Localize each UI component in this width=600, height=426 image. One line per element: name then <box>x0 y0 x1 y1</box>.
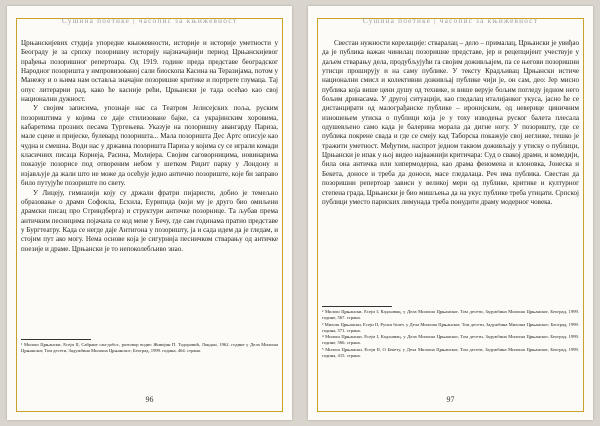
left-page <box>7 6 292 420</box>
paragraph: Црњанскијевих студија упоредне књижевности, историје и историје уметности у Београду је за српску позоришну историју најзначајнији период Црњанскијевог прађења позоришног репертоара. Од 1919. године преда представе београдског Народног позоришта у импровизованој сали биоскопа Касина на Теразијама, потом у Манежу и о њима нам оставља значајне позоришне критике и портрете глумаца. Тај опус литерарни рад, како ће касније рећи, Црњански је тада осећао као свој национални дужност. <box>21 39 278 104</box>
footnote-rule <box>21 339 91 340</box>
footnote: ¹ Милош Црњански, Есеји II, Сабране сан-добос, разговор водио Живојин П. Тодоровић, Лондон, 1962. године у Делa Милоша Црњанског, Том десети, Задужбина Милоша Црњанског; Београд, 1999. година, 464. страна. <box>21 342 278 354</box>
paragraph: У својим записима, упознаје нас са Театром Јелисејских поља, руским позориштима у којима се даје стилизоване бајке, са украјинским хоровима, кабаретима прозних песама Тургењева. Указује на позоришну авангарду Париза, мале сцене и пријеске, булевард позоришта... Мала позоришта Дес Артс описује као чудна и смешна. Води нас у државна позоришта Париза у којима су се играли комади класичних писаца Корнеја, Расина, Молијера. Својим саговорницима, новинарима показује позорисе под отвореним небом у шетком Риџнт парку у Лондону и изјављује да жали што не може да осећује једно антично позориште, које би заправо било путујуће позориште по свету. <box>21 104 278 188</box>
footnote: ⁴ Милош Црњански, Есеји I, Кадљивац, у Дела Милоша Црњанског, Том десети, Задужбина Милоша Црњанског, Београд, 1999. године, 566. страна. <box>322 334 579 346</box>
footnote: ⁵ Милош Црњански, Есеји II, О Бекету, у Дела Милоша Црњанског, Том десети, Задужбина Милоша Црњанског, Београд, 1999. година, 415. страна. <box>322 346 579 359</box>
footnote-rule <box>322 306 392 307</box>
right-page <box>308 6 593 420</box>
page-number: 97 <box>446 395 455 404</box>
footnotes <box>21 339 278 355</box>
page-number: 96 <box>145 395 154 404</box>
paragraph: У Лицеју, гимназији коју су држали фратри пијаристи, добио је темељно образовање о драми Софокла, Есхила, Еурипида (који му је друго био омиљени драмски писац про Стриндберга) и структури античке позорнице. Та љубав према античким песницима појачала се код мене у Бечу, где сам годинама пратио представе у Бургтеатру. Када се негде даје Антигона у позоришту, ја и сада идем да је гледам, и стојим пут ако могу. Нема основе која је сигурнија песничком стварању од античке поезије и драме. Црњански је то непоколебљиво знао. <box>21 188 278 253</box>
paragraph: Свестан нужности корелације: стваралац – дело – прималац, Црњански је увиђао да је публика важан чинилац позоришне представе, јер и рецепцијент учествује у даљем стварању дела, продубљујући га својим доживљајем, па се његови позоришни утисци проширују и на саму публике. У тексту Крадљивац Црњански истиче национални смисл и колективни доживљај публике чији је, он сам, део: Јер мисно публика која више цени душу од технике, и више верује бољим погледу једном него бољим дринасама. У другој ситуацији, као гледалац италијанког укуса, јасно ће се дистанцирати од малограђанске публике – иронијским, од неверице циничним изношењем утиска о публици која је у тоху изводења руског балета плесала одушевљено само када је балерина морала да дигне ногу. У позоришту, где се публика покрене свада и где се смеју кад Таборска покажује свој неглиже, тешко је тражити уметност. Међутим, наспрот једном таквом доживљају у утиску о публици, Црњански је ипак у њој видео најважнији критичара: Суд о свакој драми, и комедији, била она античка или хипермодерна, као драма феномена и клоновка, Јонеска и Бекета, доносе и треба да доноси, масе гледалаца. Реч има публика. Свестан да позоришни репертоар зависи у великој мери од публике, критике и културног степена града, Црњански је био мишљења да на укус публике треба утицати. Српској публици уместо париских лимунада треба понудити драму модерног човека. <box>322 39 579 206</box>
footnotes <box>322 306 579 359</box>
body-text <box>322 39 579 207</box>
body-text <box>21 39 278 254</box>
running-head: Сушина поетике | часопис за књижевност <box>362 16 539 25</box>
footnote: ³ Милош Црњански, Есеји II, Руски балет, у Дела Милоша Црњанског, Том десети, Задужбина Милоша Црњанског; Београд, 1999. година, 571. страна. <box>322 321 579 333</box>
running-head: Сушина поетике | часопис за књижевност <box>61 16 238 25</box>
footnote: ² Милош Црњански, Есеји I, Кадљивац, у Дела Милоша Црњанског, Том десети, Задужбина Милоша Црњанског, Београд, 1999. године, 567. страна. <box>322 309 579 321</box>
